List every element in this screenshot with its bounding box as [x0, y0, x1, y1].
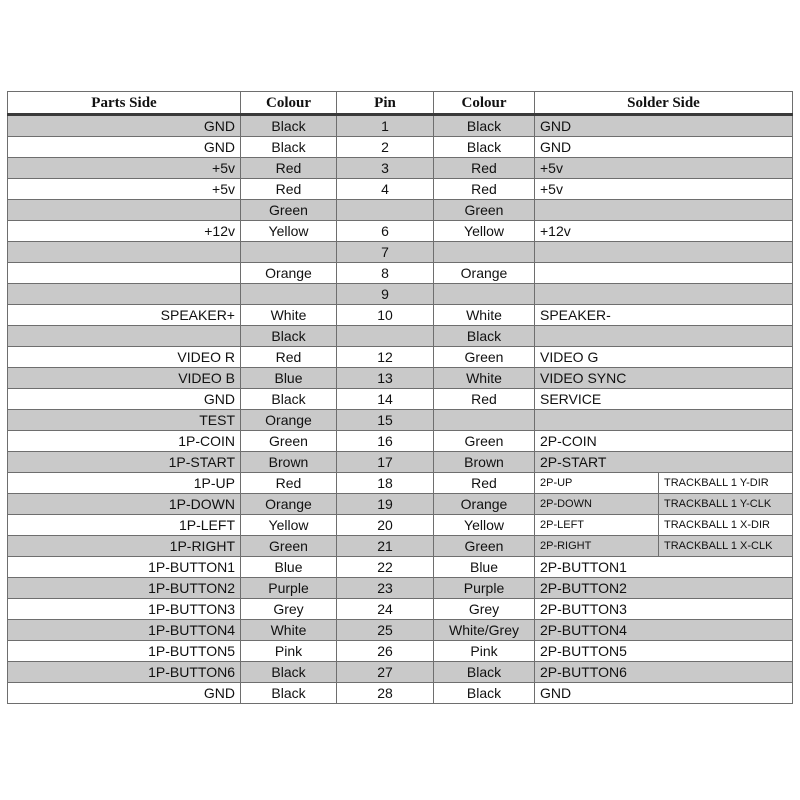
colour-right-cell: Green — [434, 536, 535, 557]
table-row — [8, 620, 793, 641]
colour-left-cell: White — [241, 620, 337, 641]
pin-cell: 16 — [337, 431, 434, 452]
parts-side-cell: 1P-LEFT — [8, 515, 241, 536]
solder-side-cell: GND — [535, 137, 793, 158]
solder-side-cell — [535, 284, 793, 305]
solder-side-cell: 2P-BUTTON4 — [535, 620, 793, 641]
trackball-cell: TRACKBALL 1 X-DIR — [659, 515, 793, 536]
header-colour-right: Colour — [434, 92, 535, 115]
pin-cell: 10 — [337, 305, 434, 326]
pin-cell: 28 — [337, 683, 434, 704]
pin-cell: 3 — [337, 158, 434, 179]
colour-left-cell: Black — [241, 662, 337, 683]
solder-side-cell: 2P-RIGHT — [535, 536, 659, 557]
table-row — [8, 683, 793, 704]
trackball-cell: TRACKBALL 1 Y-CLK — [659, 494, 793, 515]
colour-right-cell: Red — [434, 179, 535, 200]
trackball-cell: TRACKBALL 1 X-CLK — [659, 536, 793, 557]
parts-side-cell: VIDEO R — [8, 347, 241, 368]
solder-side-cell — [535, 242, 793, 263]
colour-right-cell — [434, 410, 535, 431]
pin-cell: 27 — [337, 662, 434, 683]
pin-cell: 18 — [337, 473, 434, 494]
table-row — [8, 263, 793, 284]
parts-side-cell: +12v — [8, 221, 241, 242]
colour-left-cell: Black — [241, 137, 337, 158]
parts-side-cell: GND — [8, 115, 241, 137]
colour-left-cell: Orange — [241, 263, 337, 284]
parts-side-cell — [8, 284, 241, 305]
parts-side-cell: 1P-BUTTON2 — [8, 578, 241, 599]
solder-side-cell: 2P-DOWN — [535, 494, 659, 515]
colour-left-cell: Red — [241, 179, 337, 200]
colour-right-cell: Pink — [434, 641, 535, 662]
table-body — [8, 115, 793, 704]
pin-cell: 6 — [337, 221, 434, 242]
colour-left-cell: Yellow — [241, 221, 337, 242]
pin-cell: 20 — [337, 515, 434, 536]
table-header — [8, 92, 793, 115]
parts-side-cell: GND — [8, 389, 241, 410]
trackball-cell: TRACKBALL 1 Y-DIR — [659, 473, 793, 494]
solder-side-cell: GND — [535, 115, 793, 137]
table-row — [8, 452, 793, 473]
colour-left-cell: Yellow — [241, 515, 337, 536]
colour-right-cell: Orange — [434, 494, 535, 515]
solder-side-cell: SPEAKER- — [535, 305, 793, 326]
table-row — [8, 221, 793, 242]
solder-side-cell: +5v — [535, 158, 793, 179]
colour-right-cell: White — [434, 368, 535, 389]
table-row — [8, 578, 793, 599]
pin-cell: 24 — [337, 599, 434, 620]
colour-right-cell — [434, 242, 535, 263]
parts-side-cell: 1P-COIN — [8, 431, 241, 452]
table-row — [8, 347, 793, 368]
colour-right-cell: Black — [434, 326, 535, 347]
table-row — [8, 137, 793, 158]
parts-side-cell: 1P-BUTTON3 — [8, 599, 241, 620]
colour-left-cell: Orange — [241, 410, 337, 431]
colour-left-cell: Black — [241, 683, 337, 704]
solder-side-cell: 2P-UP — [535, 473, 659, 494]
table-row — [8, 242, 793, 263]
parts-side-cell: 1P-UP — [8, 473, 241, 494]
parts-side-cell: 1P-BUTTON1 — [8, 557, 241, 578]
pin-cell: 2 — [337, 137, 434, 158]
colour-right-cell: Red — [434, 389, 535, 410]
solder-side-cell: 2P-BUTTON3 — [535, 599, 793, 620]
solder-side-cell: +12v — [535, 221, 793, 242]
table-row — [8, 410, 793, 431]
parts-side-cell: 1P-BUTTON6 — [8, 662, 241, 683]
pin-cell: 23 — [337, 578, 434, 599]
colour-left-cell: Red — [241, 158, 337, 179]
header-colour-left: Colour — [241, 92, 337, 115]
table-row — [8, 158, 793, 179]
parts-side-cell — [8, 326, 241, 347]
solder-side-cell: SERVICE — [535, 389, 793, 410]
solder-side-cell: 2P-COIN — [535, 431, 793, 452]
table-row — [8, 431, 793, 452]
table-row — [8, 641, 793, 662]
solder-side-cell: VIDEO SYNC — [535, 368, 793, 389]
table-row — [8, 368, 793, 389]
table-row — [8, 284, 793, 305]
colour-right-cell: Black — [434, 662, 535, 683]
solder-side-cell — [535, 410, 793, 431]
table-row — [8, 515, 793, 536]
colour-right-cell: Yellow — [434, 221, 535, 242]
colour-right-cell: Orange — [434, 263, 535, 284]
pin-cell: 22 — [337, 557, 434, 578]
colour-left-cell: Green — [241, 431, 337, 452]
colour-left-cell: Purple — [241, 578, 337, 599]
pin-cell: 14 — [337, 389, 434, 410]
colour-left-cell: Red — [241, 473, 337, 494]
parts-side-cell: 1P-BUTTON4 — [8, 620, 241, 641]
parts-side-cell — [8, 263, 241, 284]
colour-right-cell: Grey — [434, 599, 535, 620]
colour-right-cell: Yellow — [434, 515, 535, 536]
colour-left-cell: Red — [241, 347, 337, 368]
table-row — [8, 473, 793, 494]
solder-side-cell — [535, 263, 793, 284]
colour-left-cell: Orange — [241, 494, 337, 515]
colour-right-cell: Purple — [434, 578, 535, 599]
pin-cell: 8 — [337, 263, 434, 284]
parts-side-cell: GND — [8, 683, 241, 704]
header-solder-side: Solder Side — [535, 92, 793, 115]
table-row — [8, 494, 793, 515]
solder-side-cell: GND — [535, 683, 793, 704]
colour-right-cell: Brown — [434, 452, 535, 473]
parts-side-cell: TEST — [8, 410, 241, 431]
parts-side-cell: VIDEO B — [8, 368, 241, 389]
pinout-table — [7, 91, 793, 704]
colour-right-cell: Green — [434, 200, 535, 221]
parts-side-cell — [8, 200, 241, 221]
colour-left-cell: Green — [241, 200, 337, 221]
solder-side-cell: 2P-BUTTON5 — [535, 641, 793, 662]
parts-side-cell: +5v — [8, 179, 241, 200]
pin-cell: 9 — [337, 284, 434, 305]
colour-left-cell — [241, 284, 337, 305]
table-row — [8, 326, 793, 347]
parts-side-cell: 1P-START — [8, 452, 241, 473]
parts-side-cell: 1P-BUTTON5 — [8, 641, 241, 662]
parts-side-cell: 1P-RIGHT — [8, 536, 241, 557]
colour-right-cell: Black — [434, 137, 535, 158]
solder-side-cell: 2P-BUTTON1 — [535, 557, 793, 578]
colour-right-cell: Red — [434, 158, 535, 179]
pin-cell: 25 — [337, 620, 434, 641]
solder-side-cell: 2P-LEFT — [535, 515, 659, 536]
solder-side-cell — [535, 326, 793, 347]
table-row — [8, 200, 793, 221]
parts-side-cell: +5v — [8, 158, 241, 179]
pin-cell — [337, 326, 434, 347]
table-row — [8, 599, 793, 620]
parts-side-cell: GND — [8, 137, 241, 158]
pin-cell: 4 — [337, 179, 434, 200]
table-row — [8, 536, 793, 557]
header-row — [8, 92, 793, 115]
colour-left-cell: Blue — [241, 368, 337, 389]
table-row — [8, 662, 793, 683]
solder-side-cell: 2P-START — [535, 452, 793, 473]
parts-side-cell: 1P-DOWN — [8, 494, 241, 515]
colour-left-cell: Black — [241, 115, 337, 137]
pin-cell: 1 — [337, 115, 434, 137]
colour-right-cell: Red — [434, 473, 535, 494]
pin-cell: 21 — [337, 536, 434, 557]
colour-left-cell: White — [241, 305, 337, 326]
pin-cell: 17 — [337, 452, 434, 473]
colour-right-cell: White — [434, 305, 535, 326]
pin-cell: 26 — [337, 641, 434, 662]
colour-left-cell: Black — [241, 326, 337, 347]
pin-cell: 7 — [337, 242, 434, 263]
solder-side-cell: 2P-BUTTON6 — [535, 662, 793, 683]
header-parts-side: Parts Side — [8, 92, 241, 115]
solder-side-cell: +5v — [535, 179, 793, 200]
parts-side-cell — [8, 242, 241, 263]
table-row — [8, 179, 793, 200]
colour-left-cell: Blue — [241, 557, 337, 578]
colour-right-cell: Green — [434, 347, 535, 368]
colour-left-cell: Grey — [241, 599, 337, 620]
colour-left-cell: Black — [241, 389, 337, 410]
parts-side-cell: SPEAKER+ — [8, 305, 241, 326]
pin-cell: 15 — [337, 410, 434, 431]
solder-side-cell: 2P-BUTTON2 — [535, 578, 793, 599]
colour-left-cell: Green — [241, 536, 337, 557]
table-row — [8, 305, 793, 326]
colour-right-cell: Black — [434, 683, 535, 704]
header-pin: Pin — [337, 92, 434, 115]
colour-right-cell: Blue — [434, 557, 535, 578]
table-row — [8, 115, 793, 137]
solder-side-cell — [535, 200, 793, 221]
table-row — [8, 389, 793, 410]
colour-left-cell — [241, 242, 337, 263]
pin-cell — [337, 200, 434, 221]
pin-cell: 13 — [337, 368, 434, 389]
table-row — [8, 557, 793, 578]
pin-cell: 19 — [337, 494, 434, 515]
colour-right-cell: White/Grey — [434, 620, 535, 641]
colour-right-cell — [434, 284, 535, 305]
colour-left-cell: Pink — [241, 641, 337, 662]
colour-right-cell: Green — [434, 431, 535, 452]
colour-left-cell: Brown — [241, 452, 337, 473]
pin-cell: 12 — [337, 347, 434, 368]
colour-right-cell: Black — [434, 115, 535, 137]
solder-side-cell: VIDEO G — [535, 347, 793, 368]
